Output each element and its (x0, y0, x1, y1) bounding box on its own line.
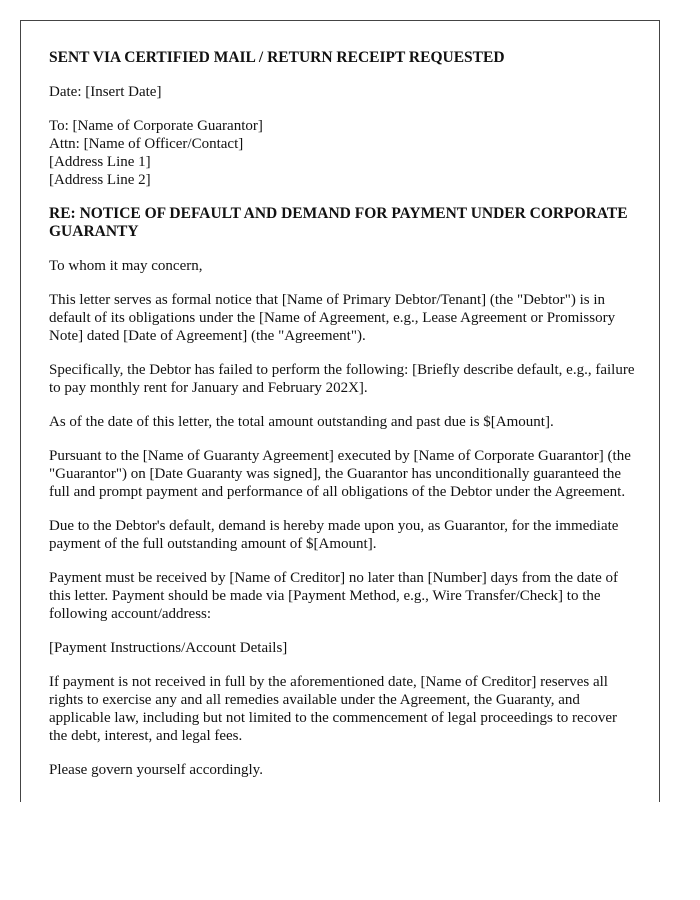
paragraph-amount-outstanding: As of the date of this letter, the total amount outstanding and past due is $[Amount]. (49, 414, 554, 430)
paragraph-closing: Please govern yourself accordingly. (49, 762, 263, 778)
paragraph-notice: This letter serves as formal notice that [Name of Primary Debtor/Tenant] (the "Debtor") is in default of its obligations under the [Name of Agreement, e.g., Lease Agreement or Promissory Note] dated [Date of Agreement] (the "Agreement"). (49, 292, 616, 344)
paragraph-payment-instructions: [Payment Instructions/Account Details] (49, 640, 288, 656)
salutation: To whom it may concern, (49, 258, 203, 274)
recipient-block (49, 117, 639, 189)
letter-body (49, 49, 639, 795)
recipient-address-line-2: [Address Line 2] (49, 172, 151, 188)
letter-page (20, 20, 660, 802)
recipient-attn: Attn: [Name of Officer/Contact] (49, 136, 244, 152)
mail-method-header: SENT VIA CERTIFIED MAIL / RETURN RECEIPT REQUESTED (49, 49, 505, 66)
recipient-address-line-1: [Address Line 1] (49, 154, 151, 170)
paragraph-default-description: Specifically, the Debtor has failed to perform the following: [Briefly describe default, e.g., failure to pay monthly rent for January and February 202X]. (49, 362, 635, 396)
subject-line: RE: NOTICE OF DEFAULT AND DEMAND FOR PAYMENT UNDER CORPORATE GUARANTY (49, 205, 628, 240)
paragraph-guaranty: Pursuant to the [Name of Guaranty Agreement] executed by [Name of Corporate Guarantor] (the "Guarantor") on [Date Guaranty was signed], the Guarantor has unconditionally guaranteed the full and prompt payment and performance of all obligations of the Debtor under the Agreement. (49, 448, 631, 500)
recipient-to: To: [Name of Corporate Guarantor] (49, 118, 263, 134)
paragraph-remedies: If payment is not received in full by the aforementioned date, [Name of Creditor] reserves all rights to exercise any and all remedies available under the Agreement, the Guaranty, and applicable law, including but not limited to the commencement of legal proceedings to recover the debt, interest, and legal fees. (49, 674, 618, 744)
paragraph-demand: Due to the Debtor's default, demand is hereby made upon you, as Guarantor, for the immediate payment of the full outstanding amount of $[Amount]. (49, 518, 619, 552)
paragraph-payment-terms: Payment must be received by [Name of Creditor] no later than [Number] days from the date of this letter. Payment should be made via [Payment Method, e.g., Wire Transfer/Check] to the following account/address: (49, 570, 618, 622)
letter-date: Date: [Insert Date] (49, 84, 162, 100)
